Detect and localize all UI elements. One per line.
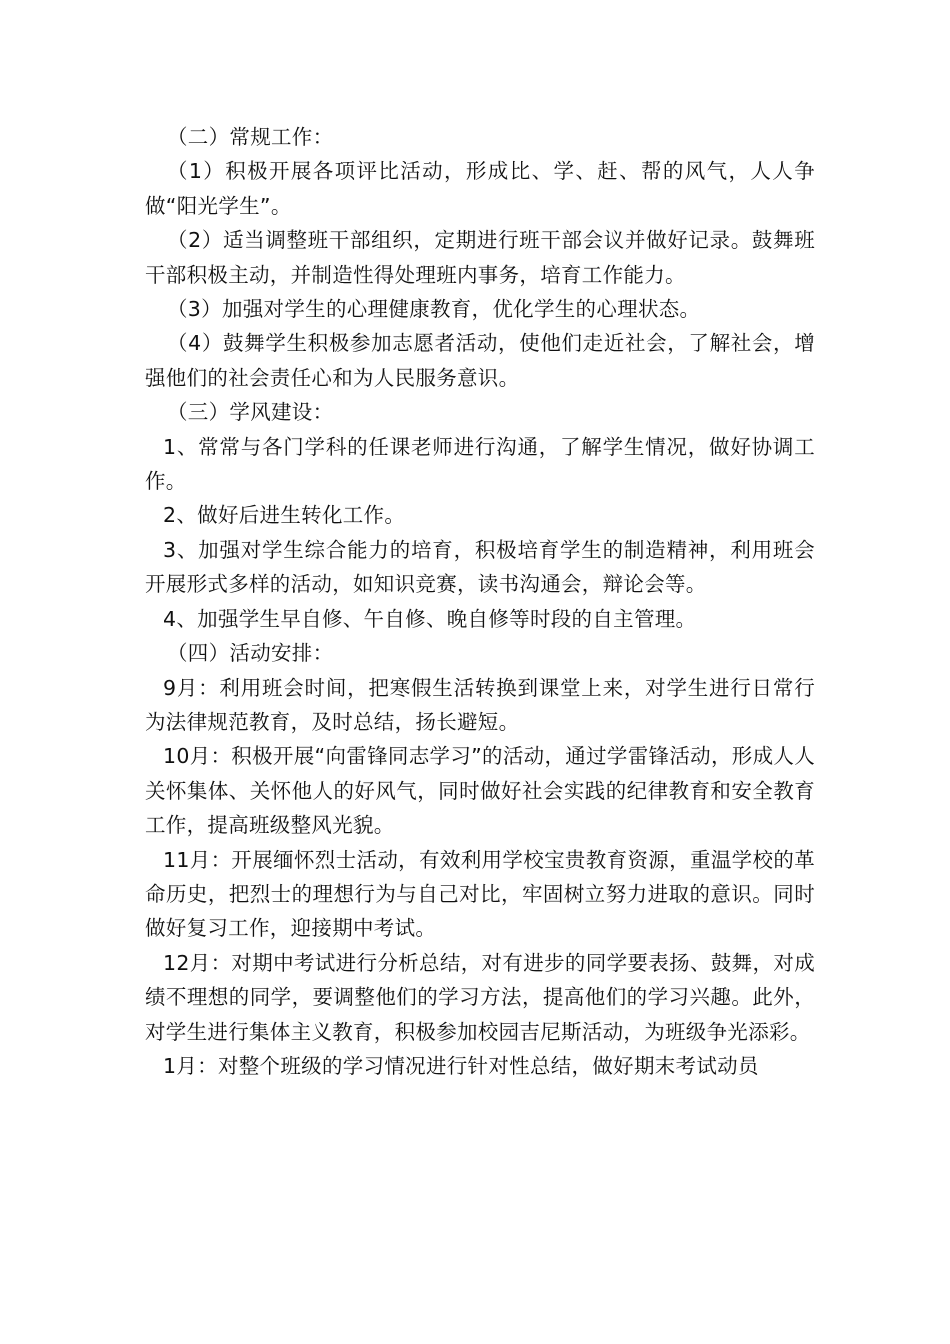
section-heading-study-style: （三）学风建设： (167, 400, 334, 425)
paragraph-month-september: 9月：利用班会时间，把寒假生活转换到课堂上来，对学生进行日常行为法律规范教育，及时总结，扬长避短。 (145, 675, 815, 734)
paragraph-routine-item-4: （4）鼓舞学生积极参加志愿者活动，使他们走近社会，了解社会，增强他们的社会责任心和为人民服务意识。 (145, 331, 815, 390)
paragraph-routine-item-1: （1）积极开展各项评比活动，形成比、学、赶、帮的风气，人人争做“阳光学生”。 (145, 159, 815, 218)
section-heading-routine-work: （二）常规工作： (167, 125, 334, 149)
paragraph-study-item-1: 1、常常与各门学科的任课老师进行沟通，了解学生情况，做好协调工作。 (145, 434, 815, 494)
paragraph-month-january: 1月：对整个班级的学习情况进行针对性总结，做好期末考试动员 (163, 1053, 759, 1078)
paragraph-study-item-3: 3、加强对学生综合能力的培育，积极培育学生的制造精神，利用班会开展形式多样的活动，如知识竞赛，读书沟通会，辩论会等。 (145, 537, 815, 597)
paragraph-month-november: 11月：开展缅怀烈士活动，有效利用学校宝贵教育资源，重温学校的革命历史，把烈士的理想行为与自己对比，牢固树立努力进取的意识。同时做好复习工作，迎接期中考试。 (145, 847, 815, 941)
paragraph-routine-item-3: （3）加强对学生的心理健康教育，优化学生的心理状态。 (167, 297, 701, 322)
paragraph-study-item-4: 4、加强学生早自修、午自修、晚自修等时段的自主管理。 (163, 606, 697, 631)
paragraph-study-item-2: 2、做好后进生转化工作。 (163, 503, 406, 528)
paragraph-month-december: 12月：对期中考试进行分析总结，对有进步的同学要表扬、鼓舞，对成绩不理想的同学，要调整他们的学习方法，提高他们的学习兴趣。此外，对学生进行集体主义教育，积极参加校园吉尼斯活动，为班级争光添彩。 (145, 950, 815, 1044)
document-body (145, 120, 815, 1083)
section-heading-activity-plan: （四）活动安排： (167, 641, 334, 666)
paragraph-routine-item-2: （2）适当调整班干部组织，定期进行班干部会议并做好记录。鼓舞班干部积极主动，并制造性得处理班内事务，培育工作能力。 (145, 228, 815, 287)
paragraph-month-october: 10月：积极开展“向雷锋同志学习”的活动，通过学雷锋活动，形成人人关怀集体、关怀他人的好风气，同时做好社会实践的纪律教育和安全教育工作，提高班级整风光貌。 (145, 744, 815, 838)
